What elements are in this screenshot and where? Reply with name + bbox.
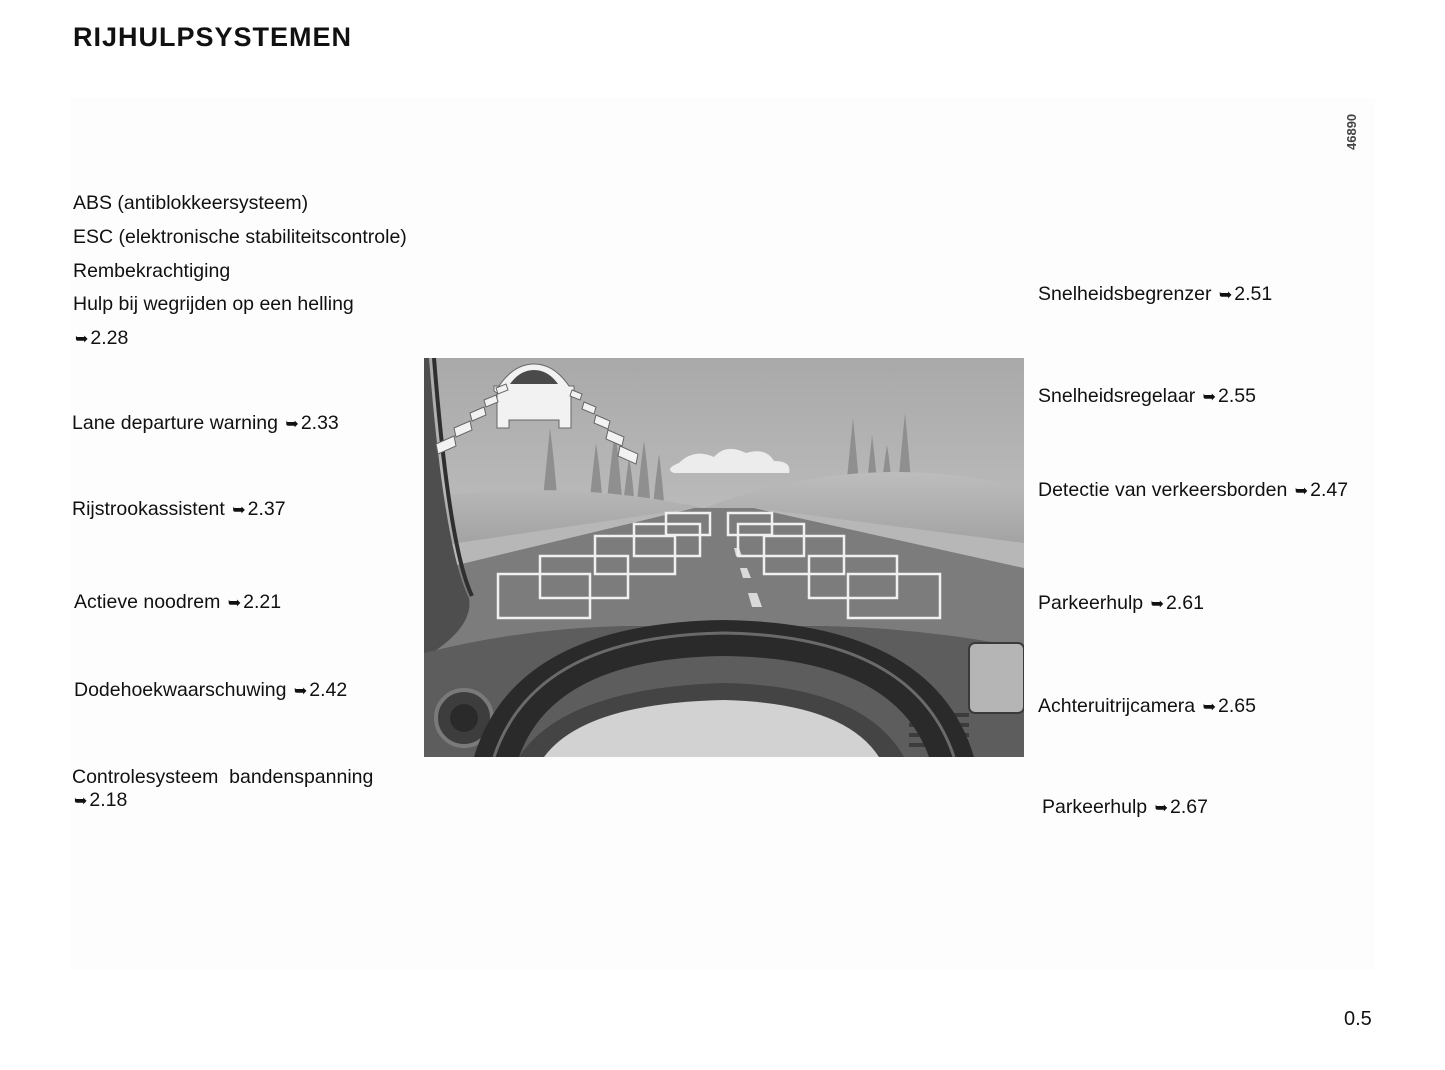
label-rijstrookassistent[interactable] [72,497,286,523]
page-number: 0.5 [1344,1008,1372,1030]
page-reference: 2.28 [90,327,129,349]
page-reference: 2.51 [1234,283,1273,305]
label-text: Actieve noodrem [74,591,221,613]
reference-arrow-icon: ➥ [227,595,242,612]
page-reference: 2.33 [300,412,339,434]
reference-arrow-icon: ➥ [1202,389,1217,406]
page-reference: 2.18 [89,789,128,811]
label-lane-departure[interactable] [72,411,339,437]
reference-arrow-icon: ➥ [1294,483,1309,500]
page-reference: 2.65 [1217,695,1256,717]
figure-number: 46890 [1344,113,1359,150]
page-reference: 2.21 [243,591,282,613]
label-snelheidsbegrenzer[interactable] [1038,282,1272,308]
label-parkeerhulp-1[interactable] [1038,591,1204,617]
label-text: Rijstrookassistent [72,498,225,520]
label-rembekrachtiging: Rembekrachtiging [73,260,231,282]
page-reference: 2.55 [1218,385,1256,407]
label-text: Detectie van verkeersborden [1038,479,1288,501]
label-achteruitrijcamera[interactable] [1038,694,1256,720]
label-text: Snelheidsbegrenzer [1038,283,1212,305]
reference-arrow-icon: ➥ [75,331,89,348]
label-snelheidsregelaar[interactable] [1038,384,1256,410]
ref-bandenspanning[interactable] [72,788,127,814]
center-screen [969,643,1024,713]
reference-arrow-icon: ➥ [285,416,299,433]
label-hulp-helling: Hulp bij wegrijden op een helling [73,293,354,315]
label-abs: ABS (antiblokkeersysteem) [73,192,309,214]
label-bandenspanning: Controlesysteem bandenspanning [72,766,374,788]
page-reference: 2.37 [247,498,286,520]
label-text: Lane departure warning [72,412,278,434]
page-reference: 2.61 [1165,592,1204,614]
reference-arrow-icon: ➥ [1218,287,1233,304]
label-esc: ESC (elektronische stabiliteitscontrole) [73,226,407,248]
reference-arrow-icon: ➥ [1150,596,1164,613]
reference-arrow-icon: ➥ [232,502,246,519]
label-parkeerhulp-2[interactable] [1042,795,1208,821]
reference-arrow-icon: ➥ [1202,699,1216,716]
page-reference: 2.47 [1310,479,1349,501]
reference-arrow-icon: ➥ [1154,800,1168,817]
label-text: Parkeerhulp [1042,796,1148,818]
label-text: Snelheidsregelaar [1038,385,1196,407]
label-text: Dodehoekwaarschuwing [74,679,287,701]
label-text: Achteruitrijcamera [1038,695,1196,717]
label-verkeersborden[interactable] [1038,478,1348,504]
label-text: Parkeerhulp [1038,592,1144,614]
page-reference: 2.67 [1169,796,1208,818]
reference-arrow-icon: ➥ [293,683,308,700]
page-reference: 2.42 [309,679,348,701]
reference-arrow-icon: ➥ [74,793,88,810]
label-actieve-noodrem[interactable] [74,590,281,616]
label-dodehoekwaarschuwing[interactable] [74,678,347,704]
page-title: RIJHULPSYSTEMEN [73,22,353,52]
driver-view-illustration [424,358,1024,757]
ref-group-brakes[interactable] [73,326,128,352]
